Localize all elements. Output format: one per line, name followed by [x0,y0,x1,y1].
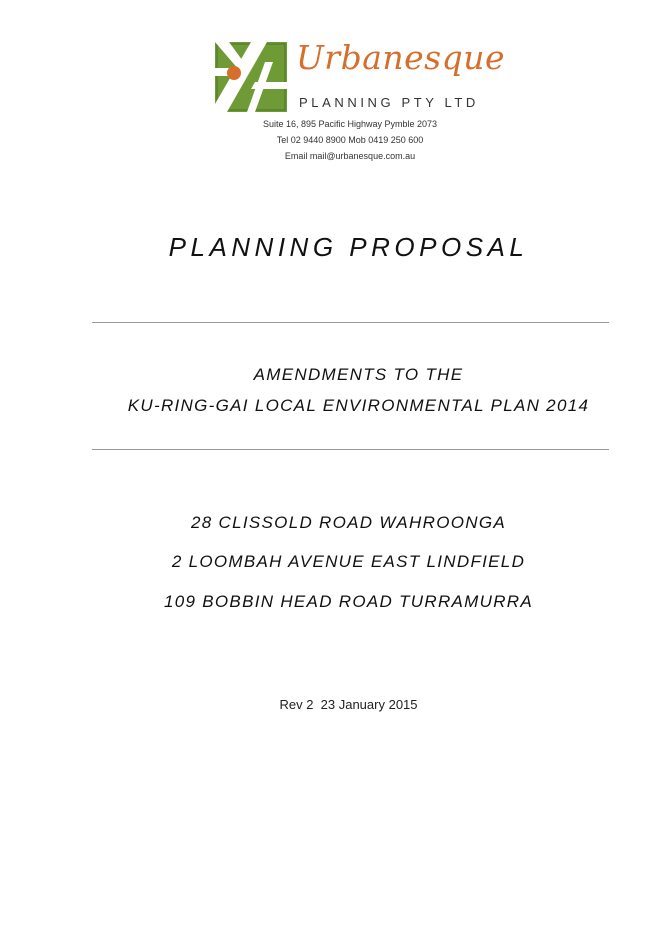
site-address-3: 109 BOBBIN HEAD ROAD TURRAMURRA [163,592,534,611]
urbanesque-logo-icon [215,42,287,112]
company-address: Suite 16, 895 Pacific Highway Pymble 2073 [262,119,438,129]
company-name: Urbanesque [296,38,506,77]
subtitle-line-2: KU-RING-GAI LOCAL ENVIRONMENTAL PLAN 2014 [127,396,590,415]
subtitle-line-1: AMENDMENTS TO THE [253,365,464,384]
company-phones: Tel 02 9440 8900 Mob 0419 250 600 [276,135,424,145]
document-title: PLANNING PROPOSAL [168,232,529,262]
company-email: Email mail@urbanesque.com.au [284,151,416,161]
company-subtitle: PLANNING PTY LTD [299,95,479,110]
divider-top [92,322,609,323]
revision-date: Rev 2 23 January 2015 [279,697,418,712]
site-address-2: 2 LOOMBAH AVENUE EAST LINDFIELD [171,552,526,571]
site-address-1: 28 CLISSOLD ROAD WAHROONGA [191,513,506,532]
divider-bottom [92,449,609,450]
